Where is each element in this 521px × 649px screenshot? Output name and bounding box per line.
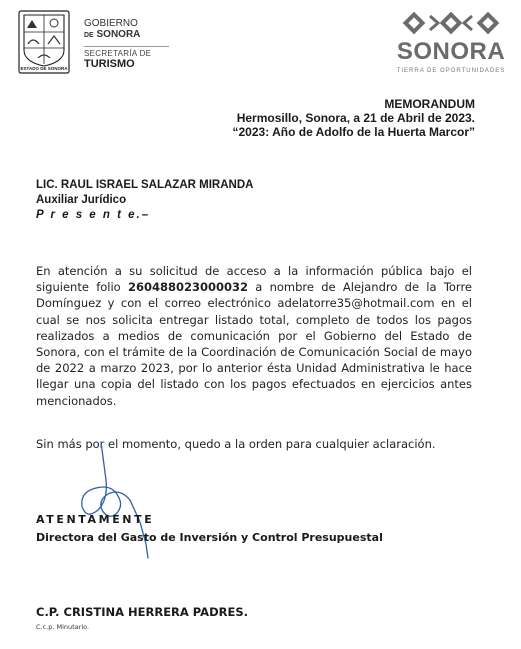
seal-caption: ESTADO DE SONORA — [20, 66, 68, 71]
signer-position: Directora del Gasto de Inversión y Control Presupuestal — [36, 531, 383, 544]
atentamente-label: ATENTAMENTE — [36, 513, 155, 526]
body-text-before-folio: En atención a su solicitud de acceso a la información pública bajo el siguiente folio — [36, 264, 472, 295]
secretaria-label: SECRETARÍA DE — [84, 49, 152, 58]
ccp-note: C.c.p. Minutario. — [36, 623, 90, 631]
brand-tagline: TIERRA DE OPORTUNIDADES — [396, 68, 506, 74]
government-name — [84, 18, 140, 41]
gov-line-2-prefix: DE — [84, 32, 94, 39]
memo-title: MEMORANDUM — [384, 97, 475, 111]
memo-motto: “2023: Año de Adolfo de la Huerta Marcor” — [232, 125, 475, 139]
gov-line-2 — [84, 29, 140, 41]
addressee-presente: P r e s e n t e.– — [36, 209, 151, 221]
addressee-name: LIC. RAUL ISRAEL SALAZAR MIRANDA — [36, 179, 254, 191]
gov-line-1: GOBIERNO — [84, 18, 138, 29]
addressee-role: Auxiliar Jurídico — [36, 194, 127, 206]
brand-name: SONORA — [396, 38, 506, 65]
closing-line: Sin más por el momento, quedo a la orden para cualquier aclaración. — [36, 437, 436, 451]
sonora-brand-logo — [392, 12, 510, 82]
secretaria-block — [84, 46, 169, 70]
signer-name: C.P. CRISTINA HERRERA PADRES. — [36, 605, 248, 619]
body-text-after-folio: a nombre de Alejandro de la Torre Domínguez y con el correo electrónico adelatorre35@hotmail.com en el cual se nos solicita entregar listado total, completo de todos los pagos realizados a medios de comunicación por el Gobierno del Estado de Sonora, con el trámite de la Coordinación de Comunicación Social de mayo de 2022 a marzo 2023, por lo anterior ésta Unidad Administrativa le hace llegar una copia del listado con los pagos efectuados en ejercicios antes mencionados. — [36, 280, 472, 408]
body-paragraph — [36, 263, 472, 409]
folio-number: 260488023000032 — [127, 280, 249, 295]
memo-place-date: Hermosillo, Sonora, a 21 de Abril de 2023. — [236, 111, 475, 125]
brand-mark-icon — [400, 12, 502, 38]
state-seal-logo — [18, 10, 70, 74]
gov-line-2-name: SONORA — [96, 29, 141, 40]
secretaria-name: TURISMO — [84, 58, 135, 70]
